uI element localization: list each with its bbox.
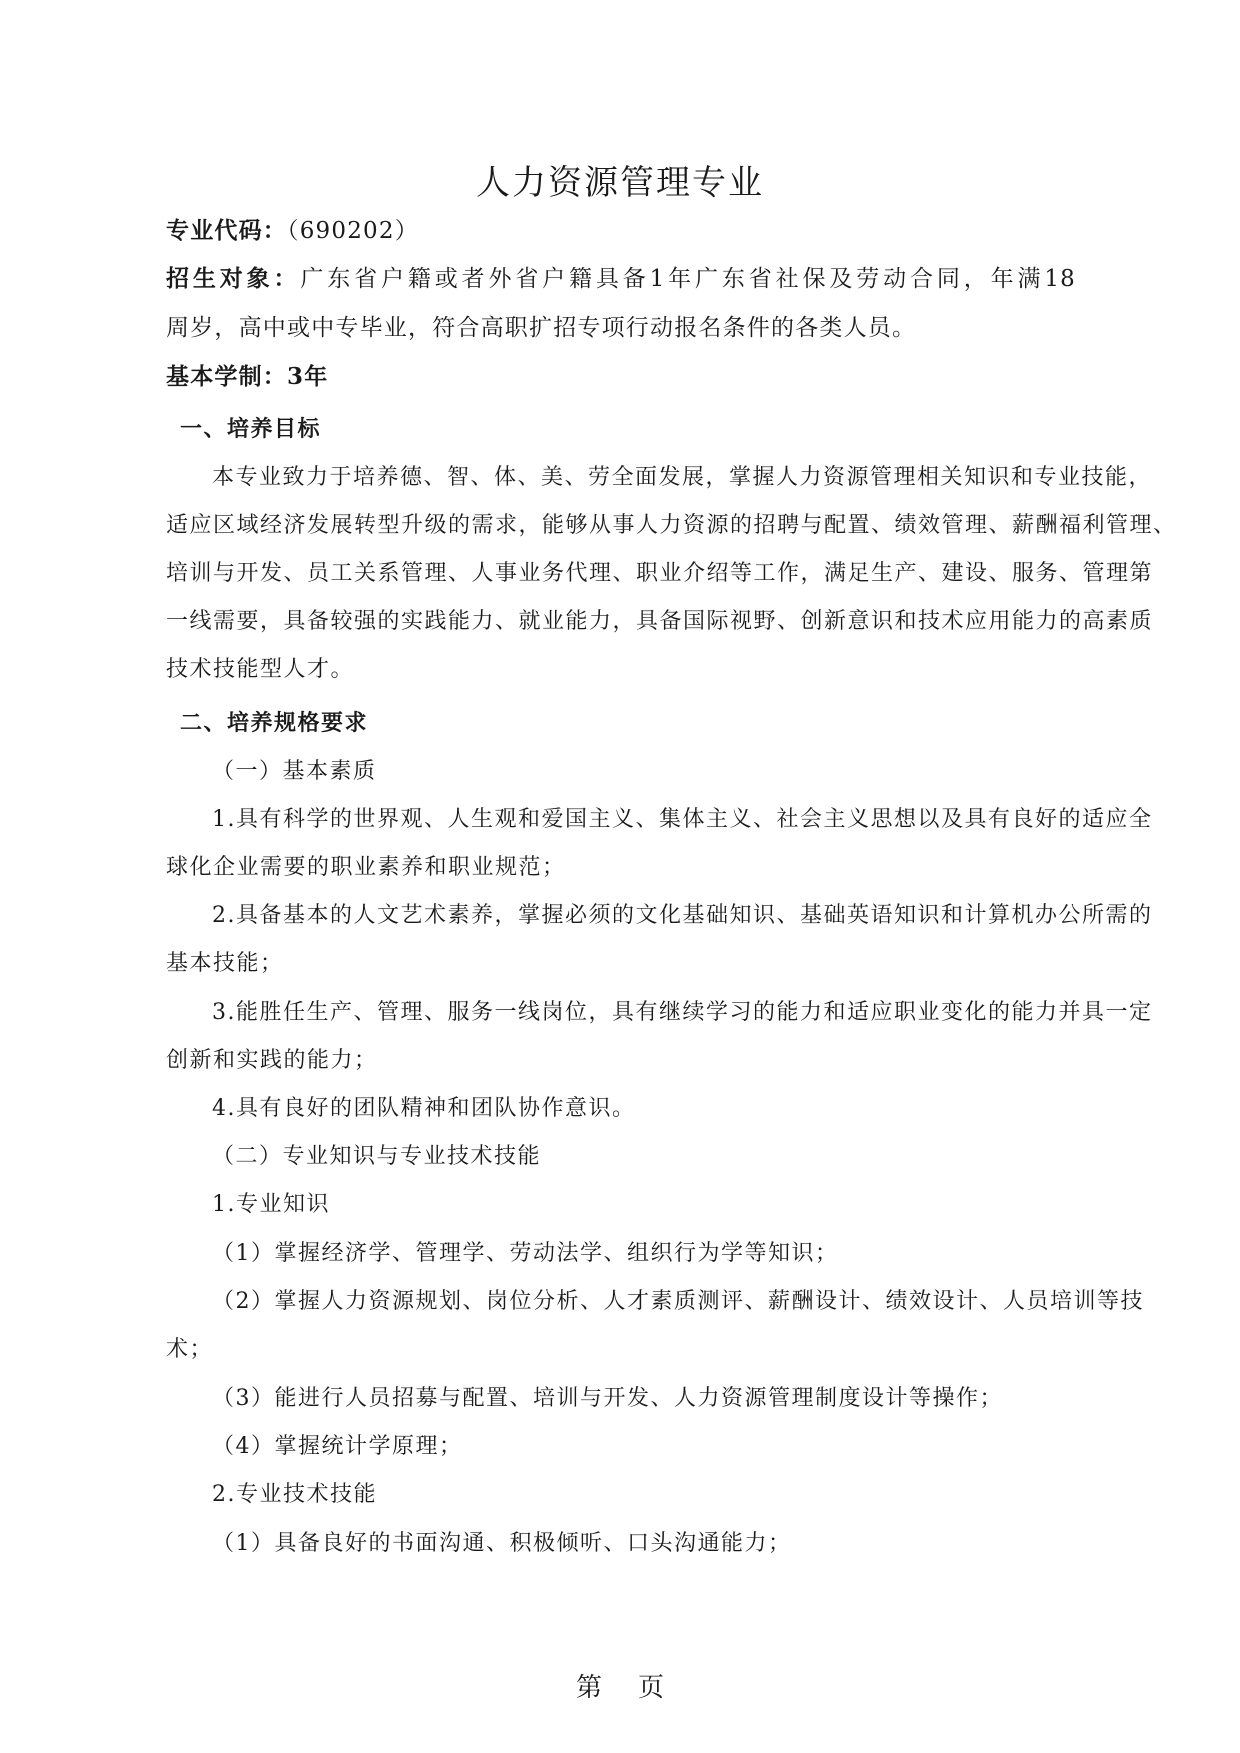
- section1-line-1: 本专业致力于培养德、智、体、美、劳全面发展，掌握人力资源管理相关知识和专业技能，: [212, 465, 1153, 490]
- section1-line-5: 技术技能型人才。: [166, 657, 355, 682]
- section2-heading: 二、培养规格要求: [180, 710, 369, 736]
- sub1-item4: 4.具有良好的团队精神和团队协作意识。: [212, 1096, 636, 1121]
- document-title: 人力资源管理专业: [476, 163, 764, 203]
- sub1-item3-line-1: 3.能胜任生产、管理、服务一线岗位，具有继续学习的能力和适应职业变化的能力并具一定: [212, 1000, 1153, 1025]
- duration-line: [166, 362, 1076, 392]
- enrollment-target-label: 招生对象：: [166, 265, 301, 292]
- major-code-value: （690202）: [287, 218, 419, 244]
- section1-line-2: 适应区域经济发展转型升级的需求，能够从事人力资源的招聘与配置、绩效管理、薪酬福利管理、: [166, 513, 1177, 538]
- sub1-item1-line-2: 球化企业需要的职业素养和职业规范；: [166, 855, 566, 880]
- section1-heading: 一、培养目标: [180, 416, 322, 442]
- footer-left: 第: [575, 1673, 602, 1703]
- major-code-label: 专业代码：: [166, 217, 287, 244]
- sub1-item2-line-2: 基本技能；: [166, 951, 284, 976]
- knowledge-item-3: （3）能进行人员招募与配置、培训与开发、人力资源管理制度设计等操作；: [212, 1386, 1003, 1411]
- enrollment-target-line-1: [166, 264, 1076, 294]
- duration-label: 基本学制：: [166, 363, 287, 390]
- knowledge-item-2-line-2: 术；: [166, 1337, 214, 1362]
- sub1-item1-line-1: 1.具有科学的世界观、人生观和爱国主义、集体主义、社会主义思想以及具有良好的适应全: [212, 807, 1153, 832]
- duration-value: 3年: [287, 363, 329, 390]
- major-code-line: [166, 216, 1076, 246]
- sub1-heading: （一）基本素质: [212, 759, 377, 784]
- skills-item-1: （1）具备良好的书面沟通、积极倾听、口头沟通能力；: [212, 1531, 792, 1556]
- sub2-heading: （二）专业知识与专业技术技能: [212, 1144, 542, 1169]
- enrollment-target-text-1: 广东省户籍或者外省户籍具备1年广东省社保及劳动合同，年满18: [300, 266, 1077, 292]
- skills-heading: 2.专业技术技能: [212, 1482, 377, 1507]
- knowledge-item-2-line-1: （2）掌握人力资源规划、岗位分析、人才素质测评、薪酬设计、绩效设计、人员培训等技: [212, 1289, 1145, 1314]
- knowledge-heading: 1.专业知识: [212, 1192, 330, 1217]
- section1-line-3: 培训与开发、员工关系管理、人事业务代理、职业介绍等工作，满足生产、建设、服务、管理第: [166, 561, 1154, 586]
- knowledge-item-4: （4）掌握统计学原理；: [212, 1434, 463, 1459]
- footer-right: 页: [638, 1673, 665, 1703]
- knowledge-item-1: （1）掌握经济学、管理学、劳动法学、组织行为学等知识；: [212, 1241, 839, 1266]
- section1-line-4: 一线需要，具备较强的实践能力、就业能力，具备国际视野、创新意识和技术应用能力的高素质: [166, 609, 1154, 634]
- sub1-item3-line-2: 创新和实践的能力；: [166, 1048, 378, 1073]
- sub1-item2-line-1: 2.具备基本的人文艺术素养，掌握必须的文化基础知识、基础英语知识和计算机办公所需的: [212, 903, 1153, 928]
- enrollment-target-text-2: 周岁，高中或中专毕业，符合高职扩招专项行动报名条件的各类人员。: [166, 315, 917, 341]
- page-footer: [0, 1673, 1240, 1703]
